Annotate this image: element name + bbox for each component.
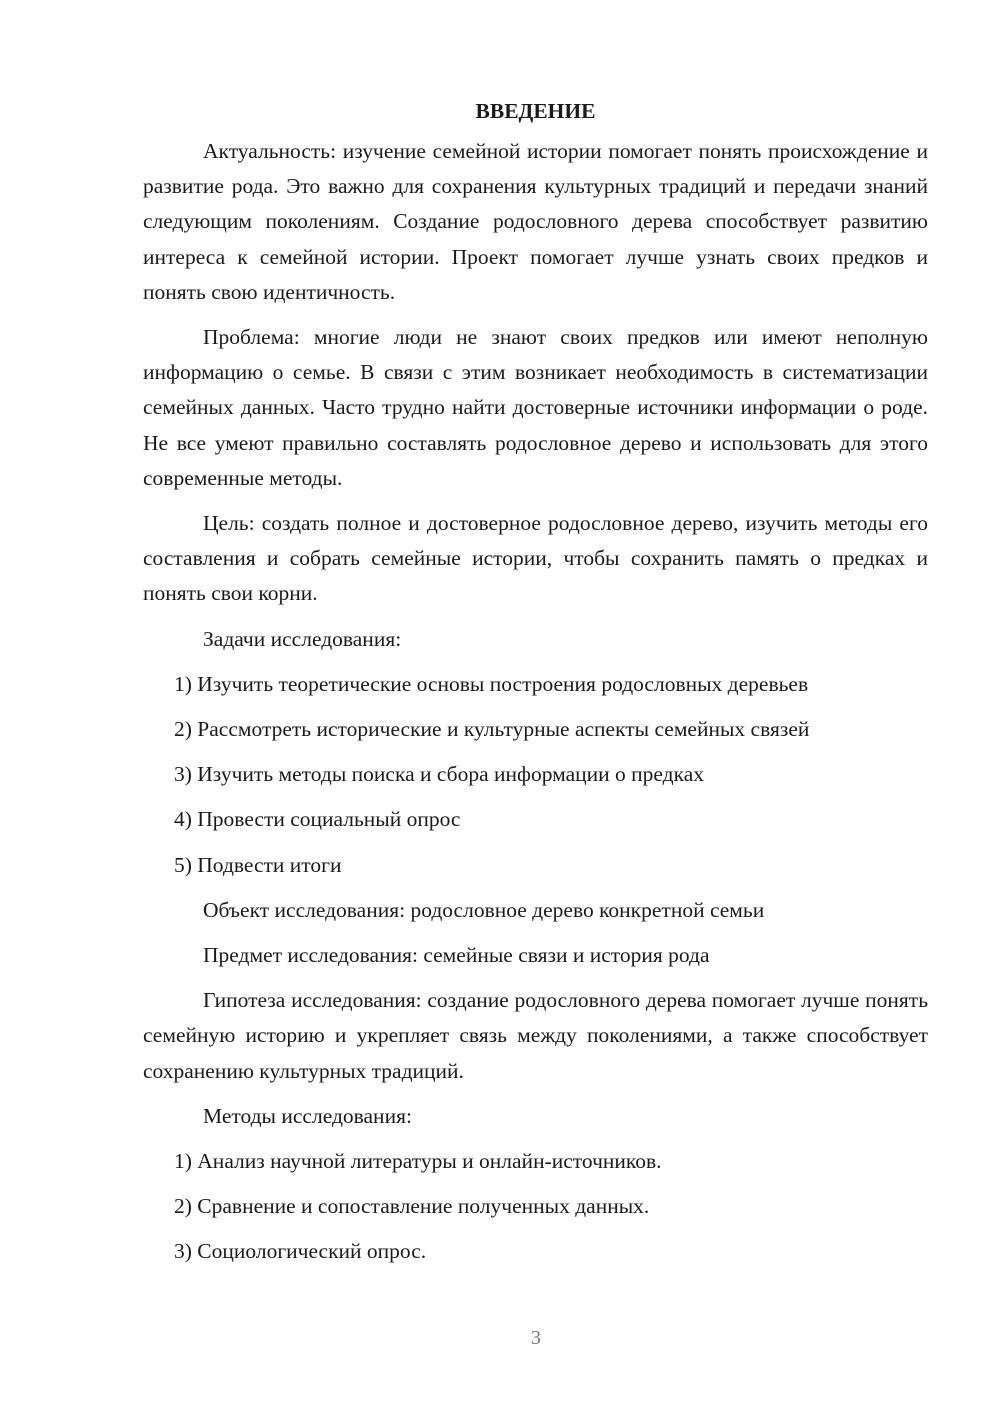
method-item-1: 1) Анализ научной литературы и онлайн-источников. [174, 1149, 662, 1174]
method-item-2: 2) Сравнение и сопоставление полученных данных. [174, 1194, 650, 1219]
relevance-paragraph: Актуальность: изучение семейной истории помогает понять происхождение и развитие рода. Это важно для сохранения культурных традиций и передачи знаний следующим поколениям. Создание родословного дерева способствует развитию интереса к семейной истории. Проект помогает лучше узнать своих предков и понять свою идентичность. [143, 139, 928, 304]
problem-paragraph: Проблема: многие люди не знают своих предков или имеют неполную информацию о семье. В связи с этим возникает необходимость в систематизации семейных данных. Часто трудно найти достоверные источники информации о роде. Не все умеют правильно составлять родословное дерево и использовать для этого современные методы. [143, 325, 928, 490]
task-item-1: 1) Изучить теоретические основы построения родословных деревьев [174, 671, 809, 696]
goal-paragraph: Цель: создать полное и достоверное родословное дерево, изучить методы его составления и собрать семейные истории, чтобы сохранить память о предках и понять свои корни. [143, 511, 928, 606]
task-item-3: 3) Изучить методы поиска и сбора информации о предках [174, 762, 705, 787]
tasks-heading: Задачи исследования: [203, 626, 402, 651]
methods-heading: Методы исследования: [203, 1103, 412, 1128]
task-item-5: 5) Подвести итоги [174, 852, 342, 877]
page-number: 3 [531, 1327, 541, 1349]
object-line: Объект исследования: родословное дерево конкретной семьи [203, 897, 765, 922]
document-body [143, 96, 928, 1280]
task-item-2: 2) Рассмотреть исторические и культурные аспекты семейных связей [174, 717, 810, 742]
method-item-3: 3) Социологический опрос. [174, 1239, 427, 1264]
subject-line: Предмет исследования: семейные связи и история рода [203, 943, 710, 968]
section-title: ВВЕДЕНИЕ [475, 99, 596, 123]
hypothesis-paragraph: Гипотеза исследования: создание родословного дерева помогает лучше понять семейную историю и укрепляет связь между поколениями, а также способствует сохранению культурных традиций. [143, 988, 928, 1083]
task-item-4: 4) Провести социальный опрос [174, 807, 461, 832]
